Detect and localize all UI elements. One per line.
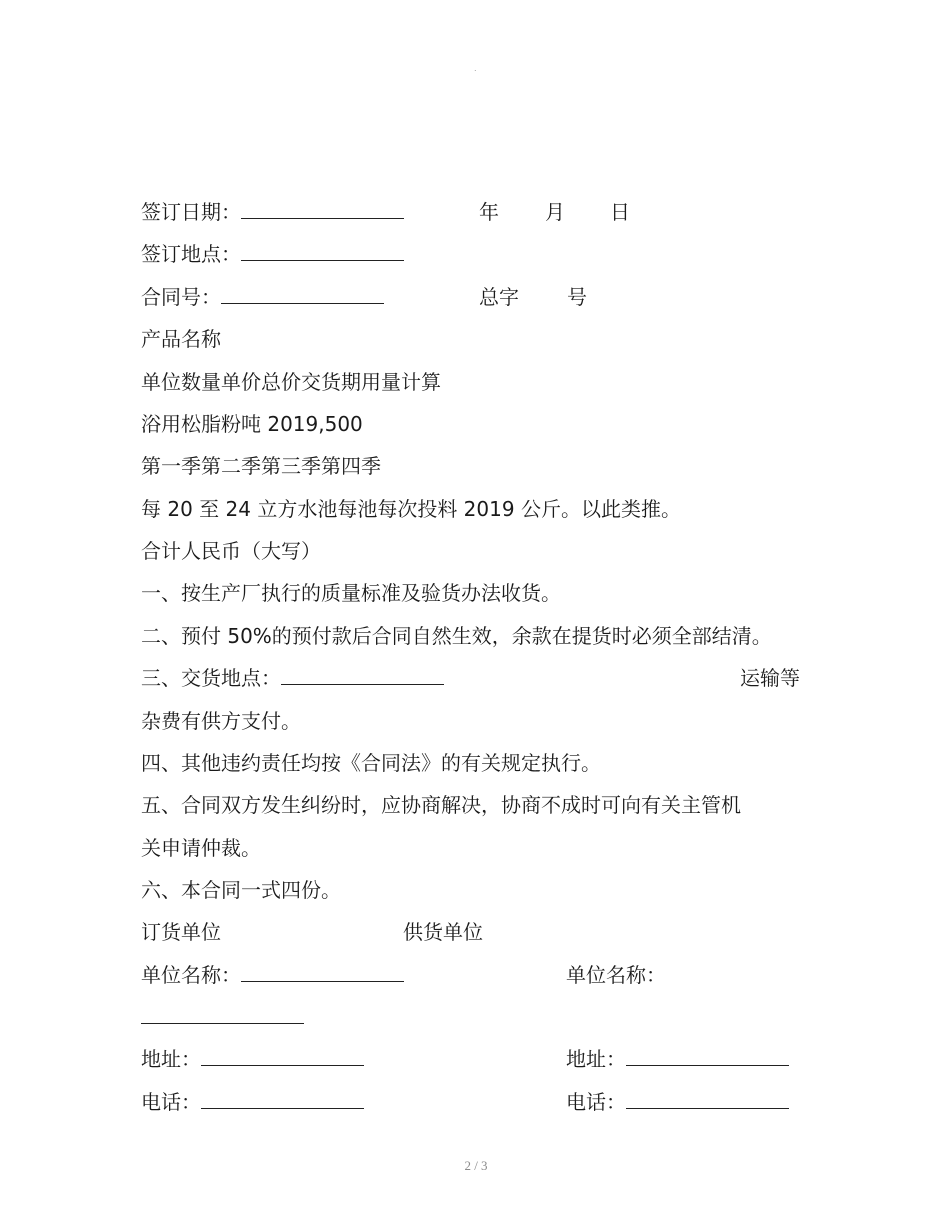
supplier-unit-name-blank[interactable] (141, 1005, 304, 1024)
supplier-phone-blank[interactable] (626, 1090, 789, 1109)
supplier-heading: 供货单位 (403, 920, 483, 944)
product-usage: 每 20 至 24 立方水池每池每次投料 2019 公斤。以此类推。 (141, 497, 681, 521)
term-4: 四、其他违约责任均按《合同法》的有关规定执行。 (141, 751, 601, 775)
buyer-unit-name-blank[interactable] (241, 963, 404, 982)
supplier-phone-row (566, 1089, 789, 1115)
supplier-address-label: 地址： (566, 1047, 626, 1071)
number-label: 号 (567, 285, 587, 309)
total-char-label: 总字 (479, 285, 519, 309)
product-name-label: 产品名称 (141, 327, 221, 351)
buyer-address-label: 地址： (141, 1047, 201, 1071)
page-number: 2 / 3 (464, 1158, 488, 1173)
sign-date-label: 签订日期： (141, 200, 241, 224)
supplier-unit-name-label: 单位名称： (566, 963, 666, 987)
header-dot: . (474, 64, 477, 73)
buyer-phone-label: 电话： (141, 1090, 201, 1114)
month-label: 月 (545, 200, 565, 224)
supplier-unit-name-row (141, 1004, 304, 1030)
product-columns: 单位数量单价总价交货期用量计算 (141, 370, 441, 394)
term-1: 一、按生产厂执行的质量标准及验货办法收货。 (141, 581, 561, 605)
term-3-cont: 杂费有供方支付。 (141, 709, 301, 733)
sign-place-blank[interactable] (241, 242, 404, 261)
product-item: 浴用松脂粉吨 2019,500 (141, 412, 363, 436)
delivery-place-blank[interactable] (281, 666, 444, 685)
buyer-unit-name-row (141, 962, 404, 988)
term-3-tail: 运输等 (740, 666, 800, 690)
buyer-phone-blank[interactable] (201, 1090, 364, 1109)
supplier-address-blank[interactable] (626, 1047, 789, 1066)
term-5: 五、合同双方发生纠纷时，应协商解决，协商不成时可向有关主管机 (141, 793, 741, 817)
buyer-heading: 订货单位 (141, 920, 221, 944)
term-5-cont: 关申请仲裁。 (141, 836, 261, 860)
supplier-address-row (566, 1046, 789, 1072)
product-seasons: 第一季第二季第三季第四季 (141, 454, 381, 478)
term-2: 二、预付 50%的预付款后合同自然生效，余款在提货时必须全部结清。 (141, 624, 772, 648)
total-rmb: 合计人民币（大写） (141, 539, 321, 563)
sign-place-label: 签订地点： (141, 242, 241, 266)
contract-no-row (141, 284, 384, 310)
supplier-phone-label: 电话： (566, 1090, 626, 1114)
buyer-phone-row (141, 1089, 364, 1115)
term-6: 六、本合同一式四份。 (141, 878, 341, 902)
buyer-address-row (141, 1046, 364, 1072)
year-label: 年 (479, 200, 499, 224)
buyer-address-blank[interactable] (201, 1047, 364, 1066)
term-3-row (141, 665, 444, 691)
term-3-label: 三、交货地点： (141, 666, 281, 690)
sign-date-row (141, 199, 404, 225)
contract-no-blank[interactable] (221, 285, 384, 304)
buyer-unit-name-label: 单位名称： (141, 963, 241, 987)
day-label: 日 (610, 200, 630, 224)
contract-no-label: 合同号： (141, 285, 221, 309)
sign-date-blank[interactable] (241, 200, 404, 219)
sign-place-row (141, 241, 404, 267)
